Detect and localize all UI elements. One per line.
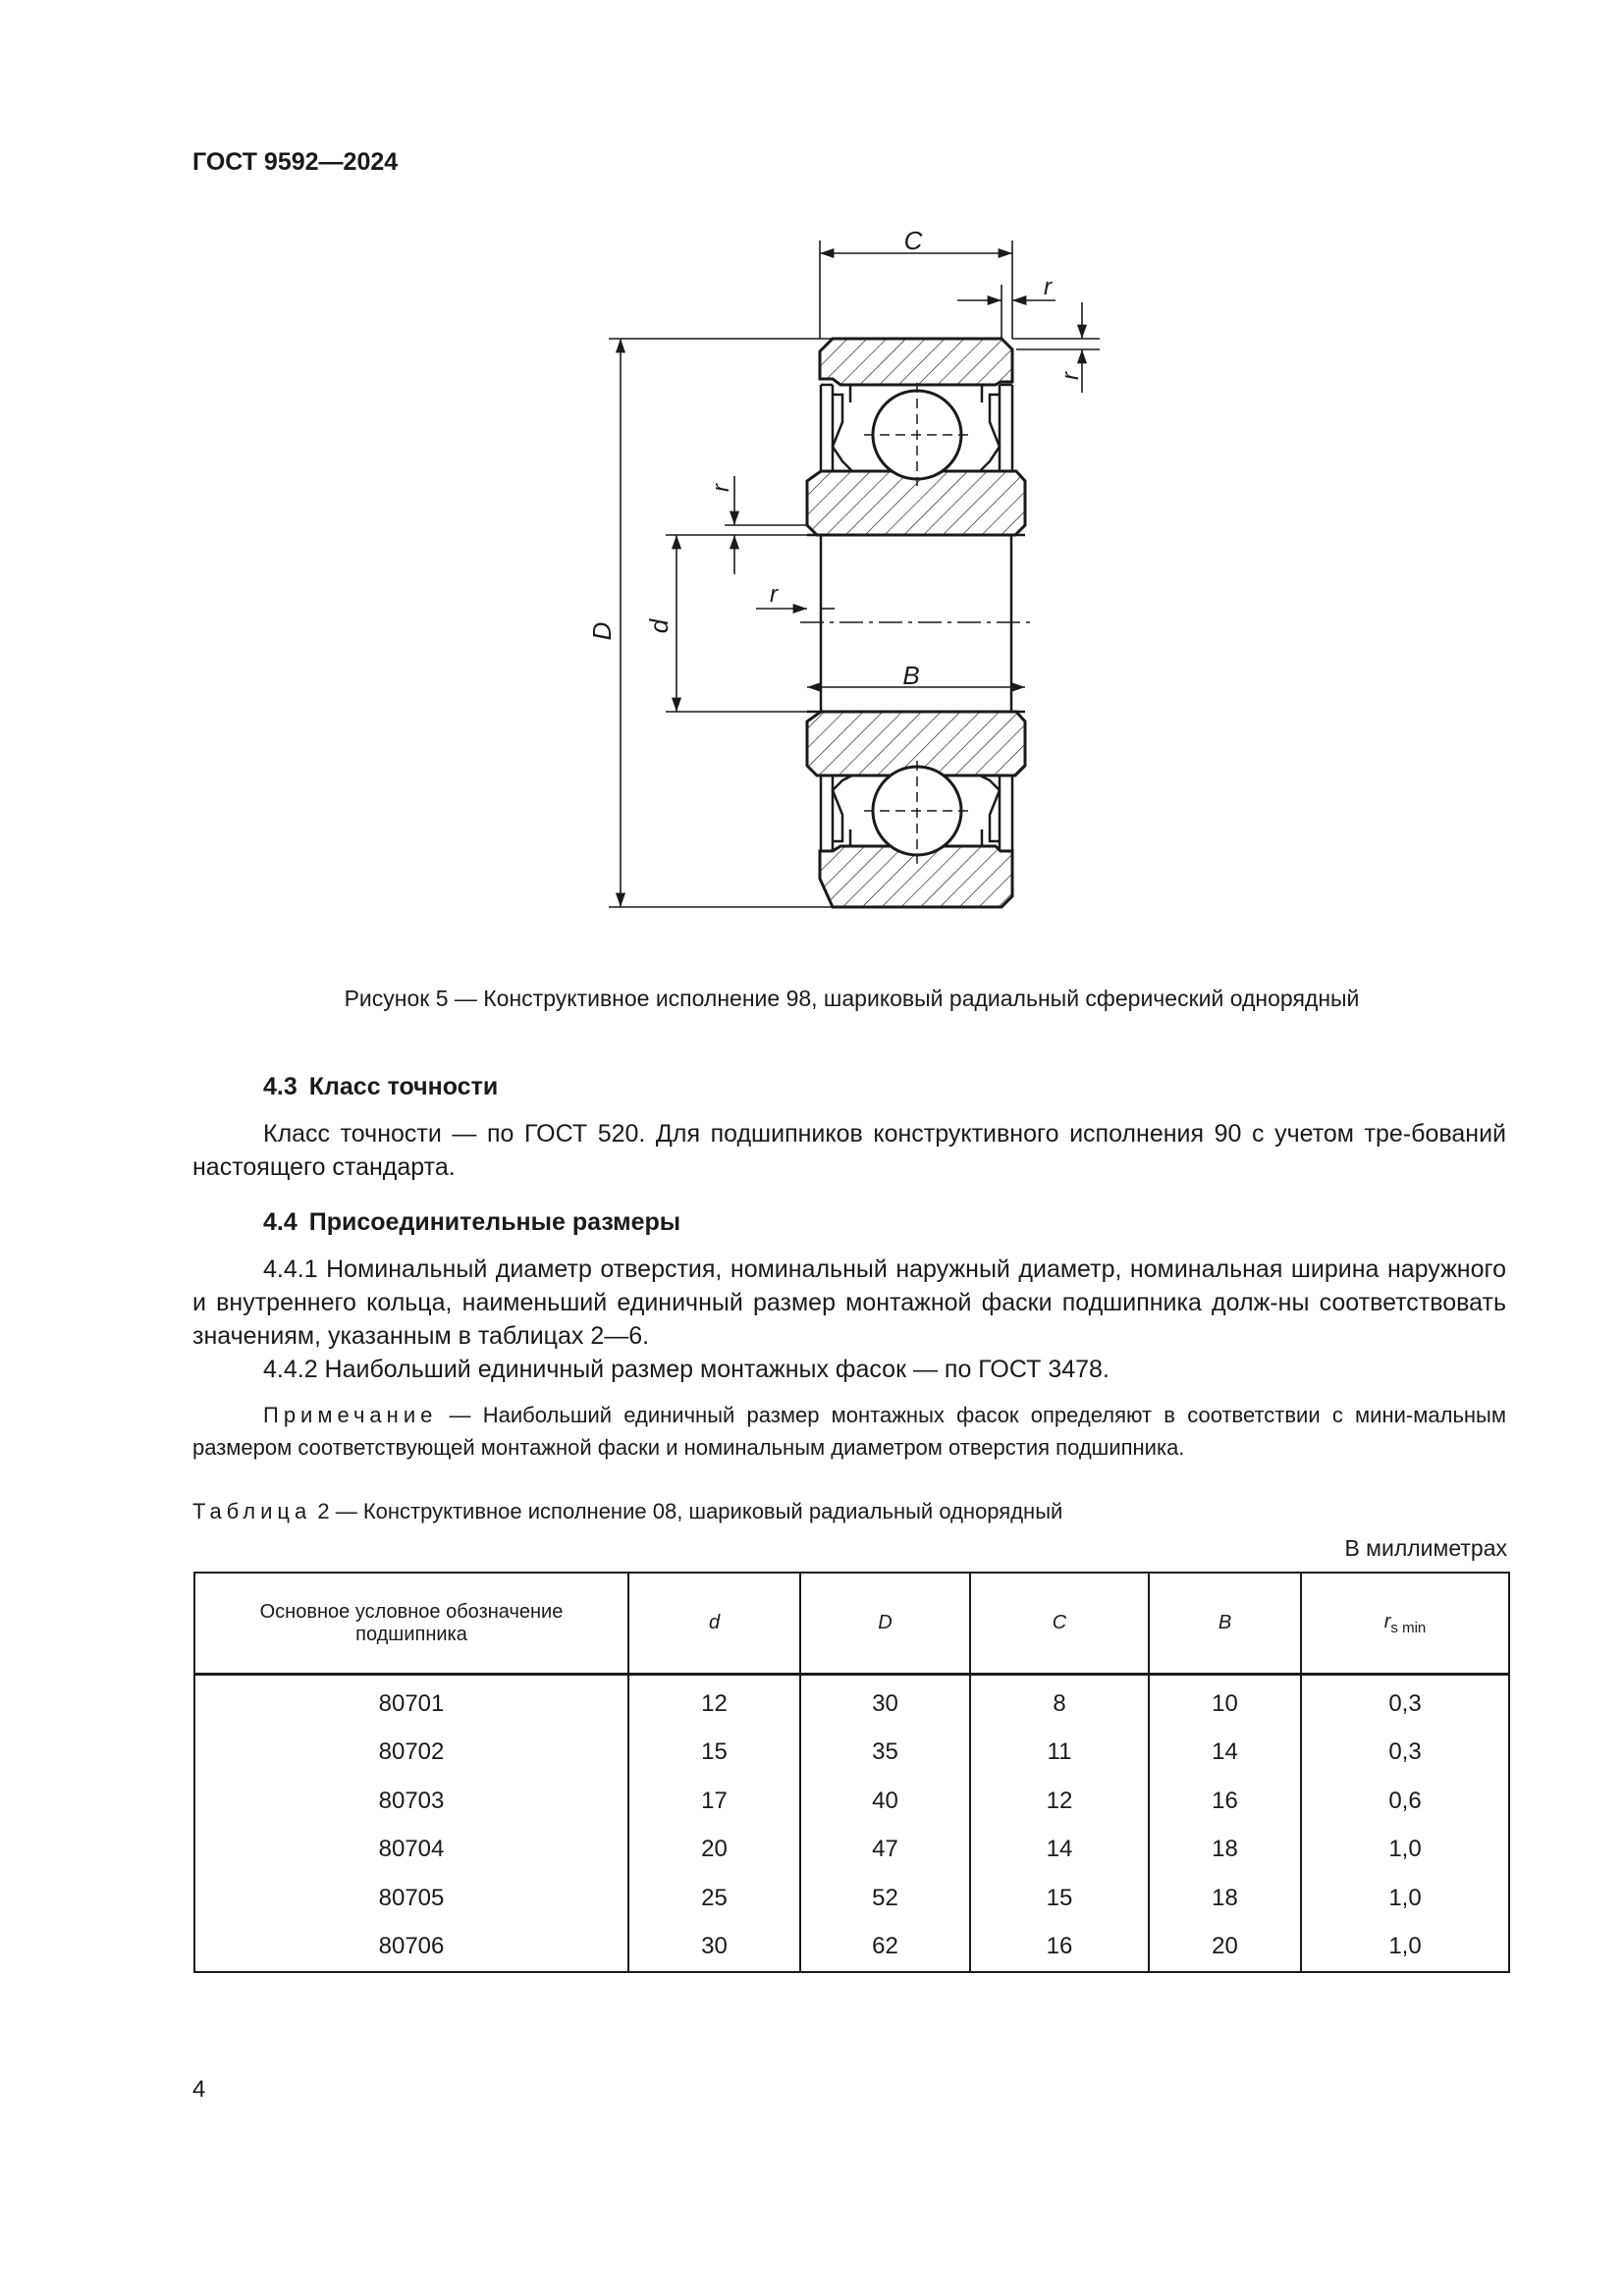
section-number: 4.3 bbox=[263, 1073, 298, 1100]
note bbox=[192, 1399, 1506, 1464]
label-c: C bbox=[903, 226, 923, 255]
table-cell: 12 bbox=[970, 1777, 1149, 1826]
document-header: ГОСТ 9592—2024 bbox=[192, 148, 399, 176]
table-cell: 62 bbox=[800, 1923, 970, 1973]
outer-ring-top bbox=[820, 339, 1012, 385]
table-cell: 18 bbox=[1149, 1826, 1301, 1875]
dimension-d-inner bbox=[666, 535, 821, 712]
rs-subscript: s min bbox=[1390, 1619, 1427, 1636]
col-C: C bbox=[970, 1573, 1149, 1675]
table-row bbox=[194, 1729, 1509, 1778]
col-d: d bbox=[628, 1573, 800, 1675]
table-cell: 30 bbox=[628, 1923, 800, 1973]
label-r-top: r bbox=[1044, 274, 1052, 300]
dimensions-table bbox=[193, 1572, 1510, 1973]
table-cell: 80705 bbox=[378, 1884, 445, 1911]
table-caption: 2 — Конструктивное исполнение 08, шариковый радиальный однорядный bbox=[311, 1499, 1063, 1523]
table-header-row bbox=[194, 1573, 1509, 1675]
bearing-drawing bbox=[550, 221, 1119, 928]
table-cell: 1,0 bbox=[1301, 1874, 1509, 1923]
table-row bbox=[194, 1923, 1509, 1973]
note-text: — Наибольший единичный размер монтажных фасок определяют в соответствии с мини-мальным размером соответствующей монтажной фаски и номинальным диаметром отверстия подшипника. bbox=[192, 1403, 1506, 1460]
table-cell: 35 bbox=[800, 1729, 970, 1778]
label-r-left: r bbox=[708, 484, 734, 492]
note-label: Примечание bbox=[263, 1403, 438, 1427]
table-cell: 0,3 bbox=[1301, 1729, 1509, 1778]
col-rs-min bbox=[1301, 1573, 1509, 1675]
table-cell: 8 bbox=[970, 1675, 1149, 1729]
table-label: Таблица bbox=[192, 1499, 312, 1523]
label-r-inner: r bbox=[770, 581, 778, 608]
table-cell: 16 bbox=[970, 1923, 1149, 1973]
rs-symbol: r bbox=[1383, 1610, 1391, 1632]
table-cell: 14 bbox=[1149, 1729, 1301, 1778]
dimension-c bbox=[820, 240, 1012, 339]
table-cell: 11 bbox=[970, 1729, 1149, 1778]
table-body bbox=[194, 1675, 1509, 1973]
table-cell: 20 bbox=[628, 1826, 800, 1875]
dimension-d-outer bbox=[609, 339, 833, 907]
section-title: Класс точности bbox=[308, 1073, 499, 1100]
table-cell: 80701 bbox=[378, 1689, 445, 1717]
label-d-inner: d bbox=[644, 618, 674, 634]
table-units: В миллиметрах bbox=[1344, 1535, 1507, 1561]
col-designation: Основное условное обозначение подшипника bbox=[194, 1573, 628, 1675]
table-cell: 30 bbox=[800, 1675, 970, 1729]
table-cell: 1,0 bbox=[1301, 1923, 1509, 1973]
table-cell: 10 bbox=[1149, 1675, 1301, 1729]
col-D: D bbox=[800, 1573, 970, 1675]
table-cell: 15 bbox=[970, 1874, 1149, 1923]
table-cell: 15 bbox=[628, 1729, 800, 1778]
section-4-4-heading bbox=[263, 1208, 680, 1237]
table-row bbox=[194, 1675, 1509, 1729]
table-cell: 52 bbox=[800, 1874, 970, 1923]
table-cell: 1,0 bbox=[1301, 1826, 1509, 1875]
table-cell: 14 bbox=[970, 1826, 1149, 1875]
label-b: B bbox=[902, 661, 920, 690]
table-cell: 25 bbox=[628, 1874, 800, 1923]
table-cell: 12 bbox=[628, 1675, 800, 1729]
table-row bbox=[194, 1874, 1509, 1923]
table-title bbox=[192, 1499, 1062, 1524]
table-cell: 40 bbox=[800, 1777, 970, 1826]
table-cell: 18 bbox=[1149, 1874, 1301, 1923]
paragraph-4-4-2: 4.4.2 Наибольший единичный размер монтажных фасок — по ГОСТ 3478. bbox=[263, 1356, 1110, 1383]
table-cell: 80706 bbox=[378, 1933, 445, 1960]
table-cell: 16 bbox=[1149, 1777, 1301, 1826]
label-r-side: r bbox=[1057, 372, 1084, 380]
figure-caption: Рисунок 5 — Конструктивное исполнение 98, шариковый радиальный сферический однорядный bbox=[344, 986, 1360, 1011]
table-cell: 17 bbox=[628, 1777, 800, 1826]
label-d-outer: D bbox=[587, 621, 617, 641]
section-4-3-heading bbox=[263, 1073, 498, 1101]
table-cell: 80702 bbox=[378, 1738, 445, 1766]
col-B: B bbox=[1149, 1573, 1301, 1675]
table-cell: 0,6 bbox=[1301, 1777, 1509, 1826]
table-cell: 0,3 bbox=[1301, 1675, 1509, 1729]
inner-ring-top bbox=[807, 471, 1025, 535]
page-number: 4 bbox=[192, 2076, 206, 2103]
section-title: Присоединительные размеры bbox=[308, 1208, 681, 1236]
table-cell: 80704 bbox=[378, 1836, 445, 1863]
table-row bbox=[194, 1826, 1509, 1875]
table-row bbox=[194, 1777, 1509, 1826]
paragraph-4-3: Класс точности — по ГОСТ 520. Для подшипников конструктивного исполнения 90 с учетом тре-бований настоящего стандарта. bbox=[192, 1120, 1506, 1181]
table-cell: 20 bbox=[1149, 1923, 1301, 1973]
table-cell: 47 bbox=[800, 1826, 970, 1875]
table-cell: 80703 bbox=[378, 1787, 445, 1814]
section-number: 4.4 bbox=[263, 1208, 298, 1236]
paragraph-4-4-1: 4.4.1 Номинальный диаметр отверстия, номинальный наружный диаметр, номинальная ширина наружного и внутреннего кольца, наименьший единичный размер монтажной фаски подшипника долж-ны соответствовать значениям, указанным в таблицах 2—6. bbox=[192, 1255, 1506, 1350]
